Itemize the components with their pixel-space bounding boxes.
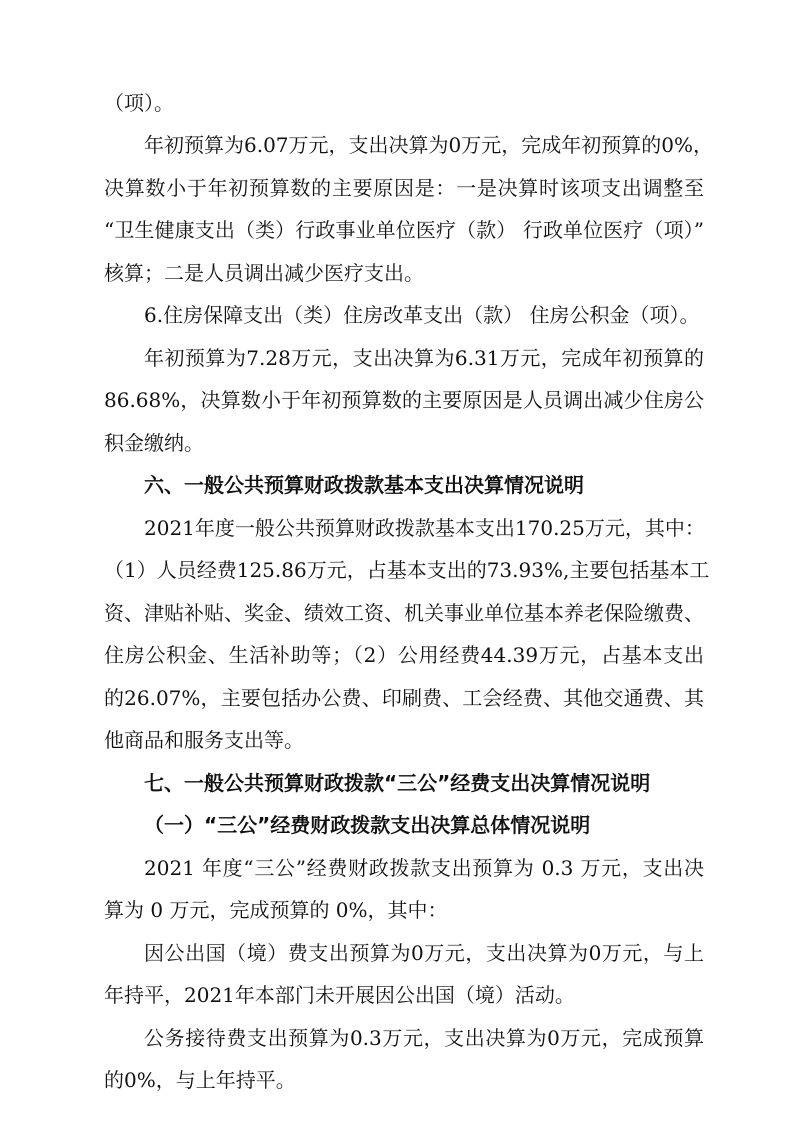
subsection-heading: （一）“三公”经费财政拨款支出决算总体情况说明 bbox=[144, 813, 591, 837]
text-line: 年初预算为7.28万元，支出决算为6.31万元，完成年初预算的 bbox=[144, 346, 704, 370]
text-line: 年持平，2021年本部门未开展因公出国（境）活动。 bbox=[104, 983, 575, 1007]
text-line: 2021 年度“三公”经费财政拨款支出预算为 0.3 万元，支出决 bbox=[144, 856, 704, 880]
text-line: 公务接待费支出预算为0.3万元，支出决算为0万元，完成预算 bbox=[144, 1026, 704, 1050]
text-line: 住房公积金、生活补助等；（2）公用经费44.39万元，占基本支出 bbox=[104, 643, 704, 667]
text-line: 2021年度一般公共预算财政拨款基本支出170.25万元，其中： bbox=[144, 516, 705, 540]
text-line: （1）人员经费125.86万元，占基本支出的73.93%,主要包括基本工 bbox=[104, 558, 710, 582]
text-line: 的0%，与上年持平。 bbox=[104, 1068, 296, 1092]
text-line: 86.68%，决算数小于年初预算数的主要原因是人员调出减少住房公 bbox=[104, 388, 704, 412]
text-line: 算为 0 万元，完成预算的 0%，其中： bbox=[104, 898, 448, 922]
text-line: 年初预算为6.07万元，支出决算为0万元，完成年初预算的0%， bbox=[144, 133, 713, 157]
text-line: 积金缴纳。 bbox=[104, 431, 204, 455]
text-line: “卫生健康支出（类）行政事业单位医疗（款） 行政单位医疗（项）” bbox=[104, 218, 704, 242]
text-line: 因公出国（境）费支出预算为0万元，支出决算为0万元，与上 bbox=[144, 941, 704, 965]
text-line: 的26.07%，主要包括办公费、印刷费、工会经费、其他交通费、其 bbox=[104, 686, 704, 710]
section-heading: 六、一般公共预算财政拨款基本支出决算情况说明 bbox=[144, 473, 584, 497]
text-line: 决算数小于年初预算数的主要原因是：一是决算时该项支出调整至 bbox=[104, 176, 704, 200]
text-line: （项）。 bbox=[104, 91, 174, 115]
text-line: 6.住房保障支出（类）住房改革支出（款） 住房公积金（项）。 bbox=[144, 303, 700, 327]
section-heading: 七、一般公共预算财政拨款“三公”经费支出决算情况说明 bbox=[144, 771, 651, 795]
text-line: 他商品和服务支出等。 bbox=[104, 728, 304, 752]
text-line: 资、津贴补贴、奖金、绩效工资、机关事业单位基本养老保险缴费、 bbox=[104, 601, 704, 625]
text-line: 核算；二是人员调出减少医疗支出。 bbox=[104, 261, 424, 285]
